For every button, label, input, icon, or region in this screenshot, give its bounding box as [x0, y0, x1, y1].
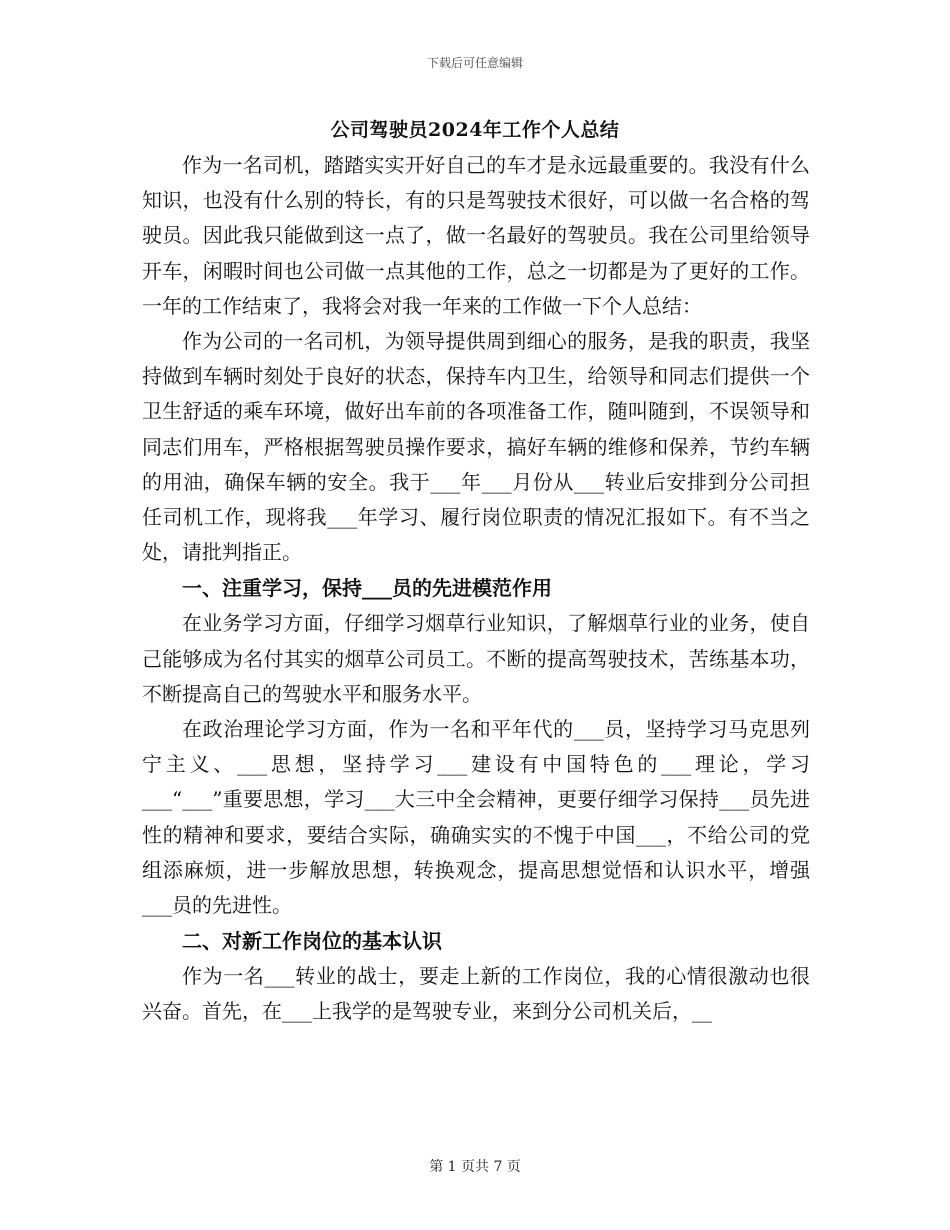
page-header-note: 下载后可任意编辑: [426, 56, 523, 70]
business-study-paragraph: 在业务学习方面，仔细学习烟草行业知识，了解烟草行业的业务，使自己能够成为名付其实的烟草公司员工。不断的提高驾驶技术，苦练基本功，不断提高自己的驾驶水平和服务水平。: [142, 611, 810, 706]
section-heading-2: 二、对新工作岗位的基本认识: [182, 929, 442, 954]
document-body: [142, 148, 810, 1030]
new-post-paragraph: 作为一名___转业的战士，要走上新的工作岗位，我的心情很激动也很兴奋。首先，在___上我学的是驾驶专业，来到分公司机关后，__: [142, 964, 810, 1024]
section-heading-1: 一、注重学习，保持___员的先进模范作用: [182, 576, 552, 601]
political-study-paragraph: 在政治理论学习方面，作为一名和平年代的___员，坚持学习马克思列宁主义、___思想，坚持学习___建设有中国特色的___理论，学习___“___”重要思想，学习___大三中全会精神，更要仔细学习保持___员先进性的精神和要求，要结合实际，确确实实的不愧于中国___，不给公司的党组添麻烦，进一步解放思想，转换观念，提高思想觉悟和认识水平，增强___员的先进性。: [142, 717, 810, 918]
document-title: 公司驾驶员2024年工作个人总结: [330, 119, 620, 141]
page-number: 第 1 页共 7 页: [429, 1159, 521, 1175]
intro-paragraph: 作为一名司机，踏踏实实开好自己的车才是永远最重要的。我没有什么知识，也没有什么别的特长，有的只是驾驶技术很好，可以做一名合格的驾驶员。因此我只能做到这一点了，做一名最好的驾驶员。我在公司里给领导开车，闲暇时间也公司做一点其他的工作，总之一切都是为了更好的工作。一年的工作结束了，我将会对我一年来的工作做一下个人总结：: [142, 153, 810, 318]
duty-paragraph: 作为公司的一名司机，为领导提供周到细心的服务，是我的职责，我坚持做到车辆时刻处于良好的状态，保持车内卫生，给领导和同志们提供一个卫生舒适的乘车环境，做好出车前的各项准备工作，随叫随到，不误领导和同志们用车，严格根据驾驶员操作要求，搞好车辆的维修和保养，节约车辆的用油，确保车辆的安全。我于___年___月份从___转业后安排到分公司担任司机工作，现将我___年学习、履行岗位职责的情况汇报如下。有不当之处，请批判指正。: [142, 329, 810, 565]
